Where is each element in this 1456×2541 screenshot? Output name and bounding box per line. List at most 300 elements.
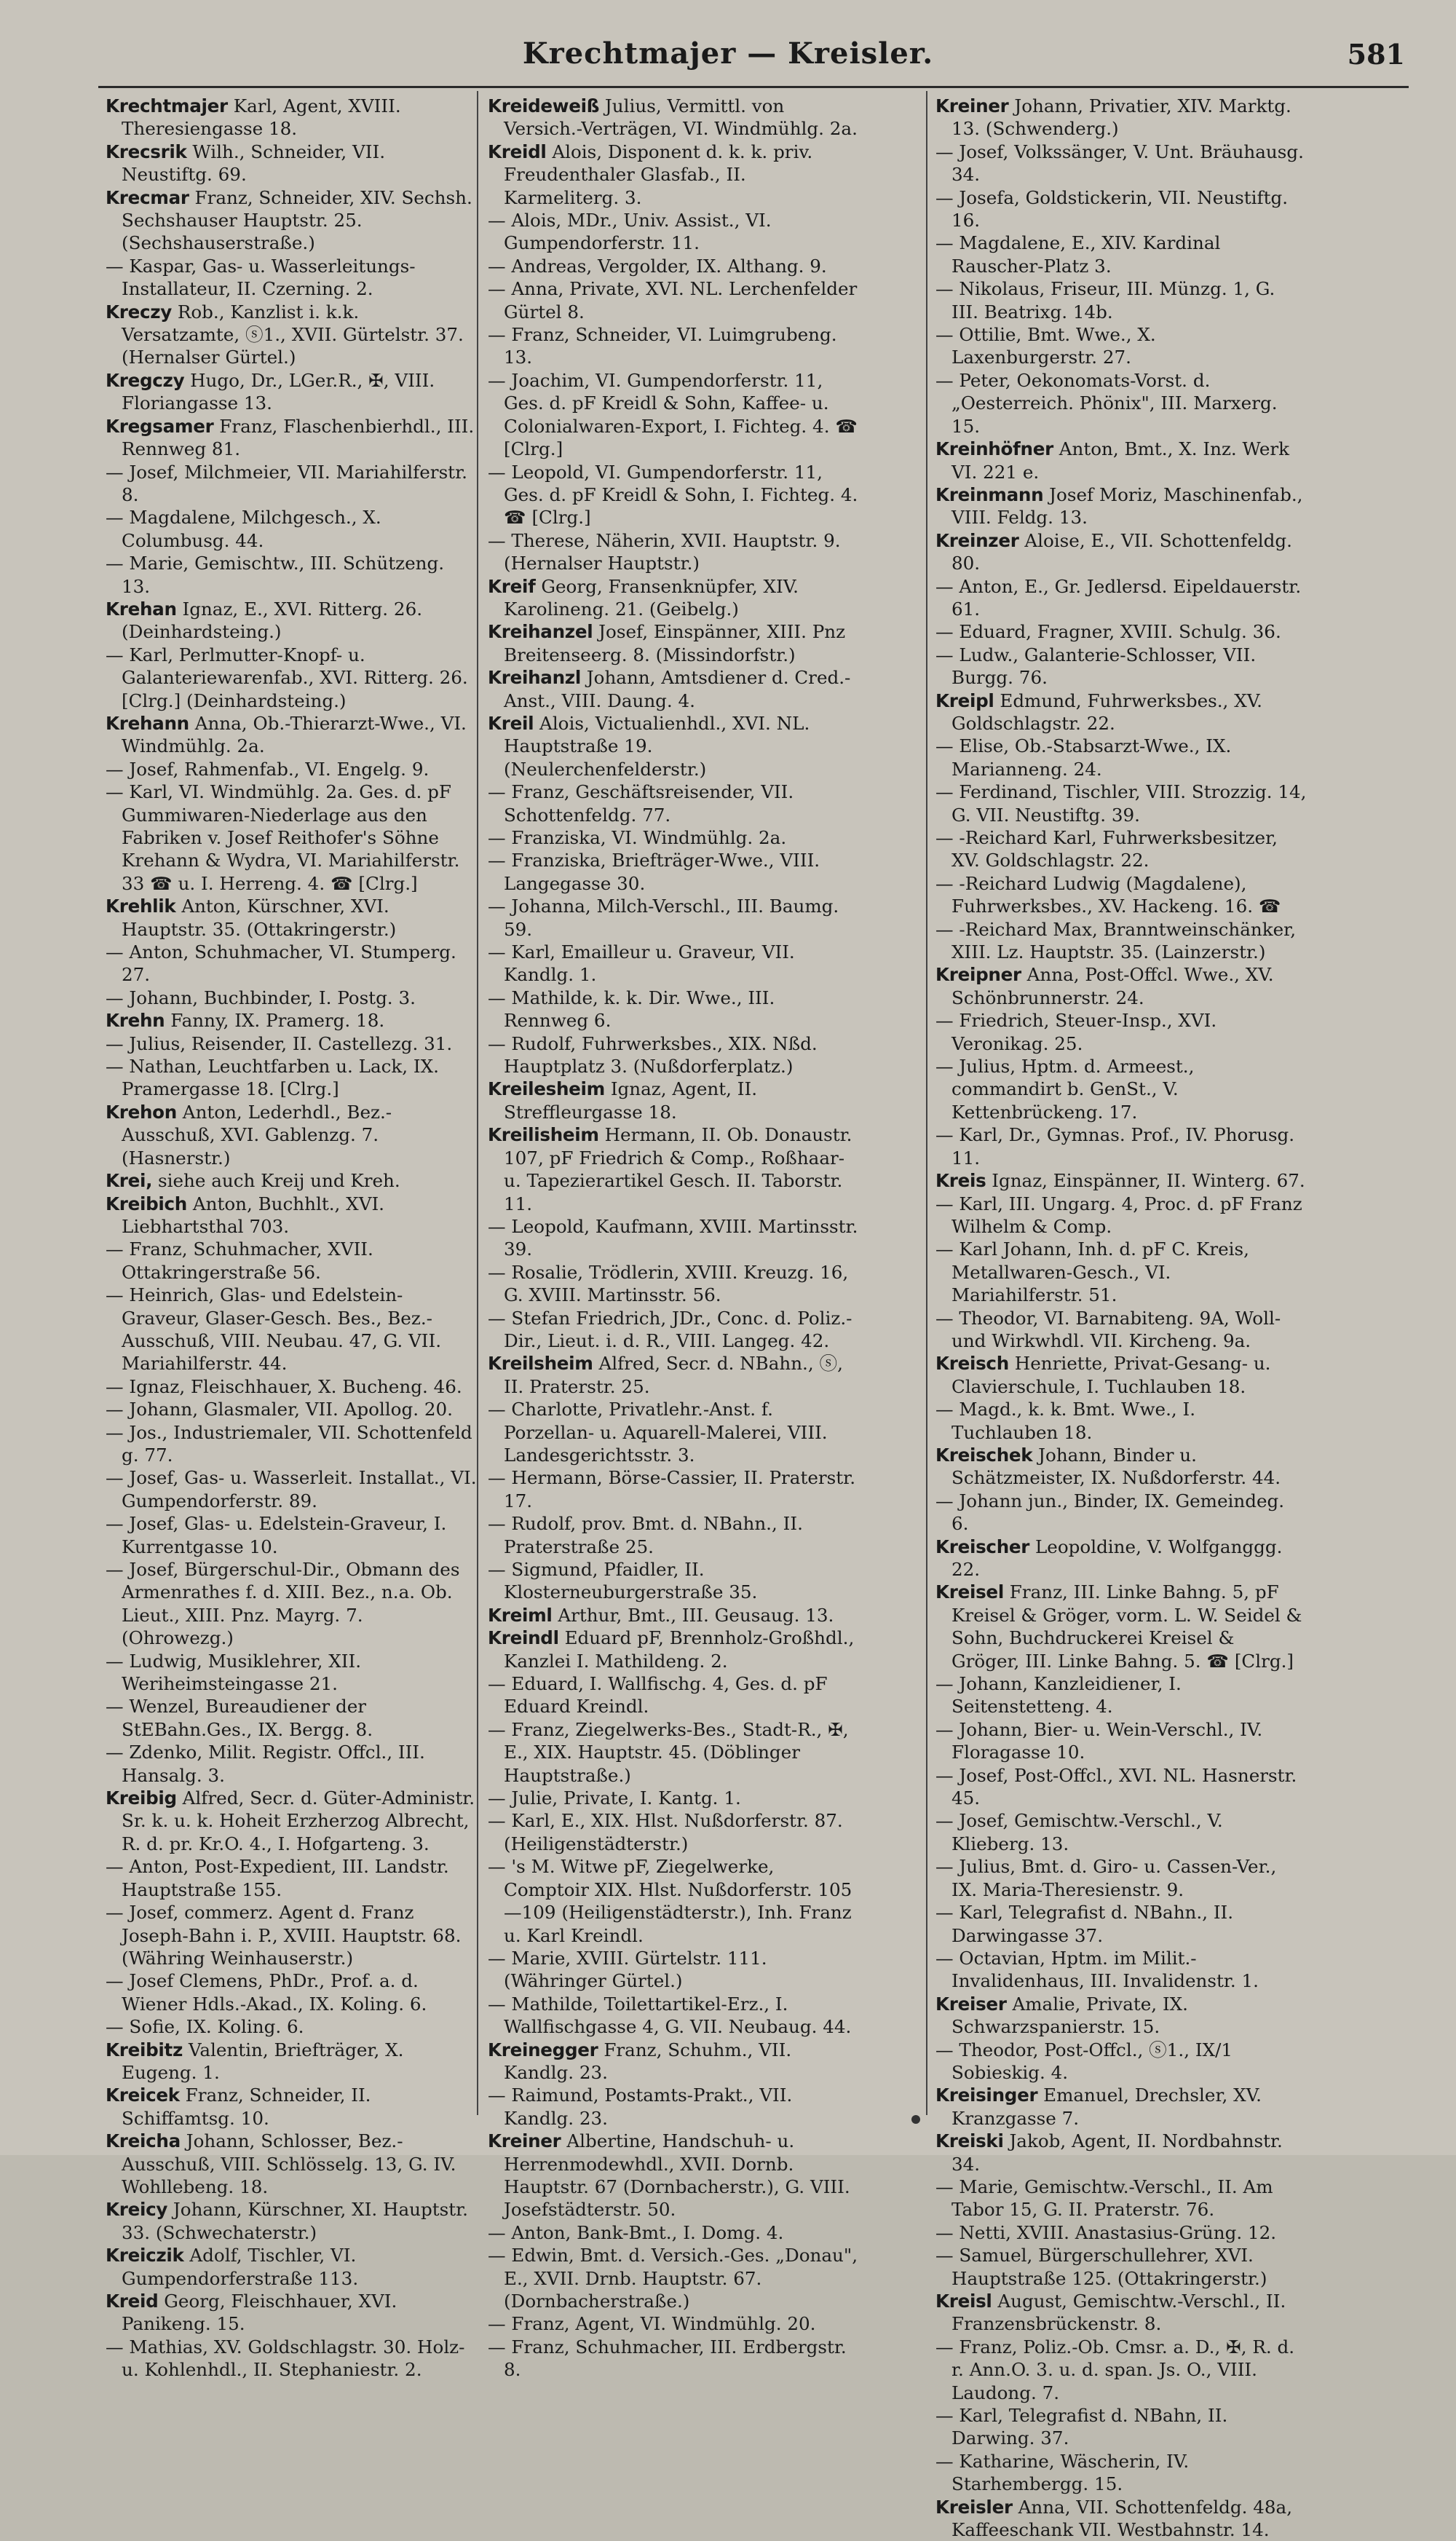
entry-text: Georg, Fleischhauer, XVI. Panikeng. 15. <box>122 2291 397 2335</box>
entry-surname: Kreil <box>488 712 534 734</box>
entry-text: — Raimund, Postamts-Prakt., VII. Kandlg. 23. <box>488 2084 793 2129</box>
directory-entry <box>488 2039 859 2084</box>
entry-text: — Ferdinand, Tischler, VIII. Strozzig. 14, G. VII. Neustiftg. 39. <box>935 781 1307 826</box>
entry-surname: Kreidl <box>488 141 547 162</box>
entry-text: — Sofie, IX. Koling. 6. <box>106 2016 304 2038</box>
directory-entry <box>106 598 477 644</box>
directory-entry <box>106 415 477 461</box>
directory-entry <box>935 1901 1307 1947</box>
directory-entry <box>488 1215 859 1261</box>
directory-entry <box>106 2039 477 2084</box>
directory-entry <box>935 1947 1307 1993</box>
page-title: Krechtmajer — Kreisler. <box>522 36 934 71</box>
directory-entry <box>488 781 859 826</box>
directory-entry <box>106 1421 477 1467</box>
entry-surname: Kreczy <box>106 301 172 323</box>
entry-text: Amalie, Private, IX. Schwarzspanierstr. 15. <box>951 1993 1188 2038</box>
entry-text: — Theodor, VI. Barnabiteng. 9A, Woll- und Wirkwhdl. VII. Kircheng. 9a. <box>935 1307 1281 1351</box>
entry-surname: Krei, <box>106 1170 153 1192</box>
directory-entry <box>488 1512 859 1558</box>
entry-surname: Kreisl <box>935 2291 992 2312</box>
directory-entry <box>935 2336 1307 2404</box>
entry-text: Anna, Post-Offcl. Wwe., XV. Schönbrunnerstr. 24. <box>951 964 1274 1008</box>
entry-text: — Julius, Bmt. d. Giro- u. Cassen-Ver., IX. Maria-Theresienstr. 9. <box>935 1856 1277 1900</box>
directory-entry <box>106 941 477 987</box>
column-1 <box>106 95 477 2381</box>
directory-entry <box>106 2290 477 2336</box>
directory-entry <box>935 529 1307 575</box>
directory-entry <box>488 461 859 529</box>
directory-entry <box>488 1307 859 1353</box>
entry-text: Josef, Einspänner, XIII. Pnz Breitenseerg. 8. (Missindorfstr.) <box>504 621 846 665</box>
entry-surname: Kreiner <box>935 95 1009 116</box>
entry-text: — Johann, Glasmaler, VII. Apollog. 20. <box>106 1399 453 1420</box>
directory-entry <box>935 872 1307 918</box>
entry-text: Aloise, E., VII. Schottenfeldg. 80. <box>951 529 1292 574</box>
directory-entry <box>935 2221 1307 2244</box>
entry-text: — Josef, Volkssänger, V. Unt. Bräuhausg. 34. <box>935 141 1304 186</box>
entry-text: — Franz, Agent, VI. Windmühlg. 20. <box>488 2313 816 2335</box>
directory-entry <box>488 2084 859 2130</box>
directory-entry <box>488 1604 859 1627</box>
directory-entry <box>935 918 1307 964</box>
entry-text: Emanuel, Drechsler, XV. Kranzgasse 7. <box>951 2084 1262 2129</box>
directory-entry <box>935 369 1307 438</box>
directory-entry <box>935 2404 1307 2450</box>
entry-surname: Kreiml <box>488 1604 553 1626</box>
entry-surname: Krehon <box>106 1101 177 1123</box>
entry-text: — Josef, Gemischtw.-Verschl., V. Klieberg. 13. <box>935 1810 1223 1854</box>
entry-text: — Anton, Post-Expedient, III. Landstr. Hauptstraße 155. <box>106 1856 449 1900</box>
entry-surname: Kregczy <box>106 369 185 391</box>
entry-surname: Kreilisheim <box>488 1124 599 1146</box>
directory-entry <box>935 963 1307 1009</box>
entry-surname: Kreinzer <box>935 529 1019 551</box>
entry-surname: Kreinmann <box>935 483 1044 505</box>
entry-surname: Kreischek <box>935 1444 1033 1466</box>
directory-entry <box>106 506 477 552</box>
entry-text: Franz, Flaschenbierhdl., III. Rennweg 81. <box>122 415 475 460</box>
entry-text: — Kaspar, Gas- u. Wasserleitungs-Installateur, II. Czerning. 2. <box>106 255 416 300</box>
entry-text: — Franz, Schuhmacher, III. Erdbergstr. 8. <box>488 2336 847 2381</box>
directory-entry <box>935 1581 1307 1672</box>
entry-text: Johann, Schlosser, Bez.-Ausschuß, VIII. Schlösselg. 13, G. IV. Wohllebeng. 18. <box>122 2130 456 2197</box>
directory-entry <box>935 323 1307 369</box>
directory-entry <box>488 1261 859 1307</box>
entry-text: — Therese, Näherin, XVII. Hauptstr. 9. (Hernalser Hauptstr.) <box>488 529 841 574</box>
entry-text: Arthur, Bmt., III. Geusaug. 13. <box>552 1604 834 1626</box>
entry-text: Wilh., Schneider, VII. Neustiftg. 69. <box>122 141 386 186</box>
entry-text: — -Reichard Karl, Fuhrwerksbesitzer, XV. Goldschlagstr. 22. <box>935 827 1278 872</box>
entry-surname: Kreibich <box>106 1193 188 1214</box>
directory-entry <box>488 1787 859 1809</box>
directory-entry <box>106 1466 477 1512</box>
entry-text: Julius, Vermittl. von Versich.-Verträgen, VI. Windmühlg. 2a. <box>504 95 858 140</box>
entry-text: — Franz, Schneider, VI. Luimgrubeng. 13. <box>488 324 837 368</box>
directory-entry <box>106 1238 477 1284</box>
entry-surname: Kreicha <box>106 2130 181 2152</box>
entry-text: — Ottilie, Bmt. Wwe., X. Laxenburgerstr. 27. <box>935 324 1156 368</box>
entry-surname: Kreibig <box>106 1787 177 1809</box>
entry-text: — Peter, Oekonomats-Vorst. d. „Oesterreich. Phönix", III. Marxerg. 15. <box>935 369 1278 437</box>
entry-text: — Josef, Post-Offcl., XVI. NL. Hasnerstr. 45. <box>935 1764 1297 1809</box>
entry-surname: Kreisel <box>935 1581 1004 1603</box>
entry-surname: Kreindl <box>488 1627 559 1649</box>
directory-entry <box>106 2198 477 2244</box>
entry-text: — Theodor, Post-Offcl., ⓢ1., IX/1 Sobieskig. 4. <box>935 2039 1233 2083</box>
directory-entry <box>488 1718 859 1787</box>
entry-text: — Karl, Telegrafist d. NBahn., II. Darwingasse 37. <box>935 1902 1234 1946</box>
directory-entry <box>488 1947 859 1993</box>
entry-text: — Johann, Bier- u. Wein-Verschl., IV. Floragasse 10. <box>935 1718 1263 1763</box>
directory-entry <box>106 1650 477 1696</box>
entry-surname: Krehn <box>106 1010 165 1032</box>
entry-surname: Krecmar <box>106 186 189 208</box>
directory-entry <box>488 323 859 369</box>
entry-text: — Elise, Ob.-Stabsarzt-Wwe., IX. Marianneng. 24. <box>935 735 1232 780</box>
entry-text: Ignaz, Agent, II. Streffleurgasse 18. <box>504 1078 758 1123</box>
directory-entry <box>935 1490 1307 1536</box>
entry-surname: Kreihanzel <box>488 621 593 643</box>
entry-text: — Marie, XVIII. Gürtelstr. 111. (Währinger Gürtel.) <box>488 1947 767 1992</box>
directory-entry <box>488 575 859 621</box>
entry-text: Karl, Agent, XVIII. Theresiengasse 18. <box>122 95 401 140</box>
entry-text: — Wenzel, Bureaudiener der StEBahn.Ges., IX. Bergg. 8. <box>106 1696 373 1740</box>
directory-entry <box>106 1741 477 1787</box>
directory-entry <box>106 186 477 255</box>
directory-entry <box>488 849 859 895</box>
entry-text: — Karl, III. Ungarg. 4, Proc. d. pF Franz Wilhelm & Comp. <box>935 1193 1302 1237</box>
directory-entry <box>935 620 1307 643</box>
entry-text: — Eduard, I. Wallfischg. 4, Ges. d. pF Eduard Kreindl. <box>488 1673 828 1718</box>
entry-text: — Katharine, Wäscherin, IV. Starhembergg. 15. <box>935 2450 1190 2495</box>
entry-text: Anton, Kürschner, XVI. Hauptstr. 35. (Ottakringerstr.) <box>122 896 397 940</box>
header-rule <box>98 86 1409 88</box>
directory-entry <box>488 1855 859 1947</box>
entry-text: Hugo, Dr., LGer.R., ✠, VIII. Floriangasse 13. <box>122 369 435 414</box>
entry-text: — Karl, E., XIX. Hlst. Nußdorferstr. 87. (Heiligenstädterstr.) <box>488 1810 843 1854</box>
column-divider-1 <box>477 91 478 2115</box>
directory-entry <box>935 575 1307 621</box>
entry-text: — Josef, commerz. Agent d. Franz Joseph-Bahn i. P., XVIII. Hauptstr. 68. (Währing Weinhauserstr.) <box>106 1902 462 1969</box>
entry-text: — Johanna, Milch-Verschl., III. Baumg. 59. <box>488 896 839 940</box>
directory-entry <box>488 826 859 849</box>
entry-text: Ignaz, Einspänner, II. Winterg. 67. <box>986 1170 1305 1192</box>
entry-text: — Rudolf, prov. Bmt. d. NBahn., II. Praterstraße 25. <box>488 1513 803 1557</box>
entry-text: Johann, Binder u. Schätzmeister, IX. Nußdorferstr. 44. <box>951 1444 1281 1489</box>
entry-text: Rob., Kanzlist i. k.k. Versatzamte, ⓢ1., XVII. Gürtelstr. 37. (Hernalser Gürtel.) <box>122 301 464 368</box>
directory-entry <box>106 1558 477 1650</box>
entry-text: — Anna, Private, XVI. NL. Lerchenfelder Gürtel 8. <box>488 278 858 323</box>
entry-surname: Kreid <box>106 2291 159 2312</box>
entry-text: — Anton, Bank-Bmt., I. Domg. 4. <box>488 2221 784 2243</box>
directory-entry <box>935 1238 1307 1306</box>
entry-surname: Kreinegger <box>488 2039 598 2060</box>
directory-entry <box>106 1375 477 1398</box>
entry-text: — Josef, Gas- u. Wasserleit. Installat., VI. Gumpendorferstr. 89. <box>106 1467 477 1511</box>
directory-entry <box>935 186 1307 232</box>
entry-surname: Kreinhöfner <box>935 438 1053 460</box>
entry-text: Alfred, Secr. d. NBahn., ⓢ, II. Praterstr. 25. <box>504 1353 843 1397</box>
entry-text: Anton, Bmt., X. Inz. Werk VI. 221 e. <box>951 438 1290 483</box>
entry-text: — Josef, Rahmenfab., VI. Engelg. 9. <box>106 758 430 780</box>
directory-entry <box>935 1398 1307 1444</box>
directory-entry <box>106 781 477 895</box>
directory-entry <box>106 758 477 781</box>
entry-text: Edmund, Fuhrwerksbes., XV. Goldschlagstr. 22. <box>951 689 1262 734</box>
entry-text: Josef Moriz, Maschinenfab., VIII. Feldg. 13. <box>951 483 1303 529</box>
directory-entry <box>106 2244 477 2290</box>
directory-entry <box>106 644 477 712</box>
directory-entry <box>488 666 859 712</box>
entry-text: Franz, Schneider, XIV. Sechsh. Sechshauser Hauptstr. 25. (Sechshauserstraße.) <box>122 186 472 254</box>
directory-entry <box>106 987 477 1009</box>
entry-text: — Sigmund, Pfaidler, II. Klosterneuburgerstraße 35. <box>488 1559 758 1603</box>
directory-entry <box>488 1672 859 1718</box>
column-divider-2 <box>926 91 927 2115</box>
entry-text: — -Reichard Max, Branntweinschänker, XIII. Lz. Hauptstr. 35. (Lainzerstr.) <box>935 918 1297 963</box>
entry-text: Ignaz, E., XVI. Ritterg. 26. (Deinhardsteing.) <box>122 598 423 643</box>
directory-entry <box>935 2244 1307 2290</box>
entry-surname: Kreisch <box>935 1353 1009 1375</box>
entry-surname: Kreif <box>488 575 536 597</box>
entry-surname: Kreiner <box>488 2130 561 2152</box>
directory-entry <box>935 2130 1307 2176</box>
entry-text: — Karl, Dr., Gymnas. Prof., IV. Phorusg. 11. <box>935 1124 1295 1169</box>
directory-entry <box>106 1969 477 2015</box>
entry-text: — Anton, E., Gr. Jedlersd. Eipeldauerstr. 61. <box>935 575 1302 620</box>
directory-entry <box>106 2015 477 2038</box>
directory-entry <box>935 1352 1307 1398</box>
entry-text: — Marie, Gemischtw.-Verschl., II. Am Tabor 15, G. II. Praterstr. 76. <box>935 2176 1273 2221</box>
entry-text: Alfred, Secr. d. Güter-Administr. Sr. k. u. k. Hoheit Erzherzog Albrecht, R. d. pr. Kr.O. 4., I. Hofgarteng. 3. <box>122 1787 475 1854</box>
entry-text: — Nikolaus, Friseur, III. Münzg. 1, G. III. Beatrixg. 14b. <box>935 278 1275 323</box>
entry-surname: Kreis <box>935 1170 986 1192</box>
entry-text: — Mathias, XV. Goldschlagstr. 30. Holz- u. Kohlenhdl., II. Stephaniestr. 2. <box>106 2336 465 2381</box>
directory-entry <box>935 95 1307 141</box>
directory-entry <box>106 255 477 301</box>
entry-text: Franz, III. Linke Bahng. 5, pF Kreisel & Gröger, vorm. L. W. Seidel & Sohn, Buchdruckerei Kreisel & Gröger, III. Linke Bahng. 5. ☎ [Clrg.] <box>951 1581 1302 1672</box>
footer-ornament <box>911 2115 920 2124</box>
column-2 <box>488 95 859 2381</box>
entry-text: — Marie, Gemischtw., III. Schützeng. 13. <box>106 553 445 597</box>
entry-text: — 's M. Witwe pF, Ziegelwerke, Comptoir XIX. Hlst. Nußdorferstr. 105—109 (Heiligenstädterstr.), Inh. Franz u. Karl Kreindl. <box>488 1856 852 1946</box>
entry-text: — Mathilde, Toilettartikel-Erz., I. Wallfischgasse 4, G. VII. Neubaug. 44. <box>488 1993 852 2038</box>
directory-entry <box>106 712 477 758</box>
directory-entry <box>935 1855 1307 1901</box>
directory-entry <box>488 1032 859 1078</box>
entry-text: — Jos., Industriemaler, VII. Schottenfeld g. 77. <box>106 1421 472 1466</box>
directory-entry <box>106 1512 477 1558</box>
entry-text: Albertine, Handschuh- u. Herrenmodewhdl., XVII. Dornb. Hauptstr. 67 (Dornbacherstr.), G. VIII. Josefstädterstr. 50. <box>504 2130 850 2221</box>
directory-entry <box>488 1123 859 1215</box>
entry-text: — Franz, Poliz.-Ob. Cmsr. a. D., ✠, R. d. r. Ann.O. 3. u. d. span. Js. O., VIII. Laudong. 7. <box>935 2336 1295 2403</box>
directory-entry <box>935 1055 1307 1123</box>
entry-surname: Kreisler <box>935 2496 1013 2518</box>
directory-entry <box>488 987 859 1032</box>
entry-text: — Nathan, Leuchtfarben u. Lack, IX. Pramergasse 18. [Clrg.] <box>106 1056 439 1100</box>
directory-entry <box>106 2336 477 2382</box>
directory-entry <box>106 369 477 415</box>
entry-text: — Karl, Telegrafist d. NBahn, II. Darwing. 37. <box>935 2405 1228 2449</box>
directory-entry <box>935 1009 1307 1055</box>
entry-text: Valentin, Briefträger, X. Eugeng. 1. <box>122 2039 404 2083</box>
entry-text: — Netti, XVIII. Anastasius-Grüng. 12. <box>935 2221 1277 2243</box>
directory-entry <box>106 1055 477 1101</box>
directory-entry <box>488 1809 859 1855</box>
directory-entry <box>488 2312 859 2335</box>
directory-entry <box>106 2084 477 2130</box>
directory-entry <box>935 2450 1307 2496</box>
entry-text: — Andreas, Vergolder, IX. Althang. 9. <box>488 255 827 277</box>
directory-entry <box>488 712 859 781</box>
entry-text: — Josef, Glas- u. Edelstein-Graveur, I. Kurrentgasse 10. <box>106 1513 447 1557</box>
entry-text: — Ludw., Galanterie-Schlosser, VII. Burgg. 76. <box>935 644 1257 689</box>
entry-text: — Josef, Bürgerschul-Dir., Obmann des Armenrathes f. d. XIII. Bez., n.a. Ob. Lieut., XIII. Pnz. Mayrg. 7. (Ohrowezg.) <box>106 1559 460 1649</box>
entry-surname: Kregsamer <box>106 415 214 437</box>
entry-text: — Josef, Milchmeier, VII. Mariahilferstr. 8. <box>106 461 467 505</box>
entry-text: — Edwin, Bmt. d. Versich.-Ges. „Donau", E., XVII. Drnb. Hauptstr. 67. (Dornbacherstraße.) <box>488 2245 858 2312</box>
directory-entry <box>106 1009 477 1032</box>
entry-text: Johann, Privatier, XIV. Marktg. 13. (Schwenderg.) <box>951 95 1291 140</box>
entry-surname: Krehlik <box>106 896 176 917</box>
directory-entry <box>106 141 477 186</box>
entry-text: Adolf, Tischler, VI. Gumpendorferstraße 113. <box>122 2245 359 2289</box>
entry-text: — Karl, Emailleur u. Graveur, VII. Kandlg. 1. <box>488 941 795 986</box>
directory-entry <box>935 1444 1307 1490</box>
entry-text: — Rudolf, Fuhrwerksbes., XIX. Nßd. Hauptplatz 3. (Nußdorferplatz.) <box>488 1032 818 1078</box>
directory-entry <box>106 461 477 507</box>
entry-text: — Charlotte, Privatlehr.-Anst. f. Porzellan- u. Aquarell-Malerei, VIII. Landesgerichtsstr. 3. <box>488 1399 828 1466</box>
directory-entry <box>488 1078 859 1123</box>
directory-entry <box>935 1307 1307 1353</box>
entry-surname: Krecsrik <box>106 141 187 162</box>
entry-text: — Julie, Private, I. Kantg. 1. <box>488 1787 741 1809</box>
entry-text: — Johann, Kanzleidiener, I. Seitenstetteng. 4. <box>935 1673 1182 1718</box>
directory-entry <box>935 2084 1307 2130</box>
entry-text: — Josefa, Goldstickerin, VII. Neustiftg. 16. <box>935 186 1289 232</box>
page-header <box>0 36 1456 87</box>
directory-entry <box>488 895 859 941</box>
entry-surname: Krehann <box>106 712 189 734</box>
entry-text: — Karl, Perlmutter-Knopf- u. Galanteriewarenfab., XVI. Ritterg. 26. [Clrg.] (Deinhardsteing.) <box>106 644 468 711</box>
entry-surname: Krehan <box>106 598 177 620</box>
directory-entry <box>106 1193 477 1238</box>
entry-text: — Alois, MDr., Univ. Assist., VI. Gumpendorferstr. 11. <box>488 210 772 254</box>
directory-entry <box>935 2496 1307 2541</box>
directory-entry <box>488 277 859 323</box>
entry-text: — Friedrich, Steuer-Insp., XVI. Veronikag. 25. <box>935 1010 1217 1054</box>
entry-text: — Karl, VI. Windmühlg. 2a. Ges. d. pF Gummiwaren-Niederlage aus den Fabriken v. Josef Reithofer's Söhne Krehann & Wydra, VI. Mariahilferstr. 33 ☎ u. I. Herreng. 4. ☎ [Clrg.] <box>106 781 460 894</box>
directory-entry <box>935 232 1307 277</box>
directory-entry <box>488 1352 859 1398</box>
entry-text: siehe auch Kreij und Kreh. <box>152 1170 400 1192</box>
entry-surname: Kreiski <box>935 2130 1004 2152</box>
entry-text: — Leopold, VI. Gumpendorferstr. 11, Ges. d. pF Kreidl & Sohn, I. Fichteg. 4. ☎ [Clrg.] <box>488 461 858 529</box>
entry-text: — Magdalene, E., XIV. Kardinal Rauscher-Platz 3. <box>935 232 1221 277</box>
directory-entry <box>488 941 859 987</box>
entry-text: — Leopold, Kaufmann, XVIII. Martinsstr. 39. <box>488 1215 858 1260</box>
entry-text: — Samuel, Bürgerschullehrer, XVI. Hauptstraße 125. (Ottakringerstr.) <box>935 2245 1267 2289</box>
directory-entry <box>106 1398 477 1420</box>
entry-text: — Hermann, Börse-Cassier, II. Praterstr. 17. <box>488 1467 856 1511</box>
entry-surname: Kreisinger <box>935 2084 1038 2106</box>
entry-text: — Ignaz, Fleischhauer, X. Bucheng. 46. <box>106 1375 462 1397</box>
directory-entry <box>935 2039 1307 2084</box>
entry-surname: Kreicy <box>106 2199 168 2221</box>
entry-text: — Josef Clemens, PhDr., Prof. a. d. Wiener Hdls.-Akad., IX. Koling. 6. <box>106 1970 427 2015</box>
directory-entry <box>106 95 477 141</box>
directory-entry <box>935 689 1307 735</box>
entry-text: — Mathilde, k. k. Dir. Wwe., III. Rennweg 6. <box>488 987 775 1032</box>
directory-entry <box>488 2221 859 2244</box>
entry-text: — Franz, Geschäftsreisender, VII. Schottenfeldg. 77. <box>488 781 794 826</box>
directory-entry <box>488 141 859 209</box>
entry-text: — Franz, Ziegelwerks-Bes., Stadt-R., ✠, E., XIX. Hauptstr. 45. (Döblinger Hauptstraße.) <box>488 1718 849 1786</box>
directory-entry <box>106 1284 477 1375</box>
directory-entry <box>488 1627 859 1672</box>
directory-entry <box>488 2336 859 2382</box>
directory-entry <box>488 369 859 461</box>
entry-text: — Julius, Reisender, II. Castellezg. 31. <box>106 1032 453 1054</box>
directory-entry <box>106 301 477 369</box>
directory-entry <box>935 1193 1307 1238</box>
entry-surname: Kreicek <box>106 2084 180 2106</box>
directory-entry <box>935 141 1307 186</box>
directory-entry <box>106 1855 477 1901</box>
directory-entry <box>106 1101 477 1169</box>
entry-text: Anton, Buchhlt., XVI. Liebhartsthal 703. <box>122 1193 384 1237</box>
directory-entry <box>106 1901 477 1969</box>
directory-entry <box>935 735 1307 781</box>
entry-text: — Johann jun., Binder, IX. Gemeindeg. 6. <box>935 1490 1285 1535</box>
entry-text: Alois, Victualienhdl., XVI. NL. Hauptstraße 19. (Neulerchenfelderstr.) <box>504 712 810 780</box>
entry-text: Franz, Schuhm., VII. Kandlg. 23. <box>504 2039 792 2083</box>
directory-entry <box>106 895 477 941</box>
entry-text: Franz, Schneider, II. Schiffamtsg. 10. <box>122 2084 371 2129</box>
directory-entry <box>488 255 859 277</box>
entry-text: August, Gemischtw.-Verschl., II. Franzensbrückenstr. 8. <box>951 2291 1286 2335</box>
entry-text: — Zdenko, Milit. Registr. Offcl., III. Hansalg. 3. <box>106 1742 425 1786</box>
entry-text: — Eduard, Fragner, XVIII. Schulg. 36. <box>935 621 1281 643</box>
directory-entry <box>935 2290 1307 2336</box>
entry-surname: Kreideweiß <box>488 95 600 116</box>
entry-text: — Rosalie, Trödlerin, XVIII. Kreuzg. 16, G. XVIII. Martinsstr. 56. <box>488 1261 849 1306</box>
entry-text: — Franziska, VI. Windmühlg. 2a. <box>488 827 787 848</box>
entry-text: — -Reichard Ludwig (Magdalene), Fuhrwerksbes., XV. Hackeng. 16. ☎ <box>935 872 1281 917</box>
directory-entry <box>935 1718 1307 1764</box>
entry-text: — Magdalene, Milchgesch., X. Columbusg. 44. <box>106 507 381 551</box>
directory-entry <box>488 209 859 255</box>
entry-surname: Kreihanzl <box>488 667 581 689</box>
directory-entry <box>488 95 859 141</box>
entry-text: — Ludwig, Musiklehrer, XII. Weriheimsteingasse 21. <box>106 1650 362 1695</box>
entry-text: Fanny, IX. Pramerg. 18. <box>165 1010 385 1032</box>
entry-text: Johann, Amtsdiener d. Cred.-Anst., VIII. Daung. 4. <box>504 667 851 711</box>
directory-entry <box>488 1993 859 2039</box>
entry-text: Georg, Fransenknüpfer, XIV. Karolineng. 21. (Geibelg.) <box>504 575 799 620</box>
entry-text: — Karl Johann, Inh. d. pF C. Kreis, Metallwaren-Gesch., VI. Mariahilferstr. 51. <box>935 1238 1249 1306</box>
entry-surname: Kreipl <box>935 689 994 711</box>
entry-text: — Octavian, Hptm. im Milit.-Invalidenhaus, III. Invalidenstr. 1. <box>935 1947 1259 1992</box>
directory-entry <box>488 1558 859 1604</box>
directory-entry <box>106 1695 477 1741</box>
entry-surname: Kreischer <box>935 1536 1030 1557</box>
directory-entry <box>488 2130 859 2221</box>
entry-surname: Krechtmajer <box>106 95 228 116</box>
directory-entry <box>935 1123 1307 1169</box>
directory-entry <box>106 1032 477 1055</box>
